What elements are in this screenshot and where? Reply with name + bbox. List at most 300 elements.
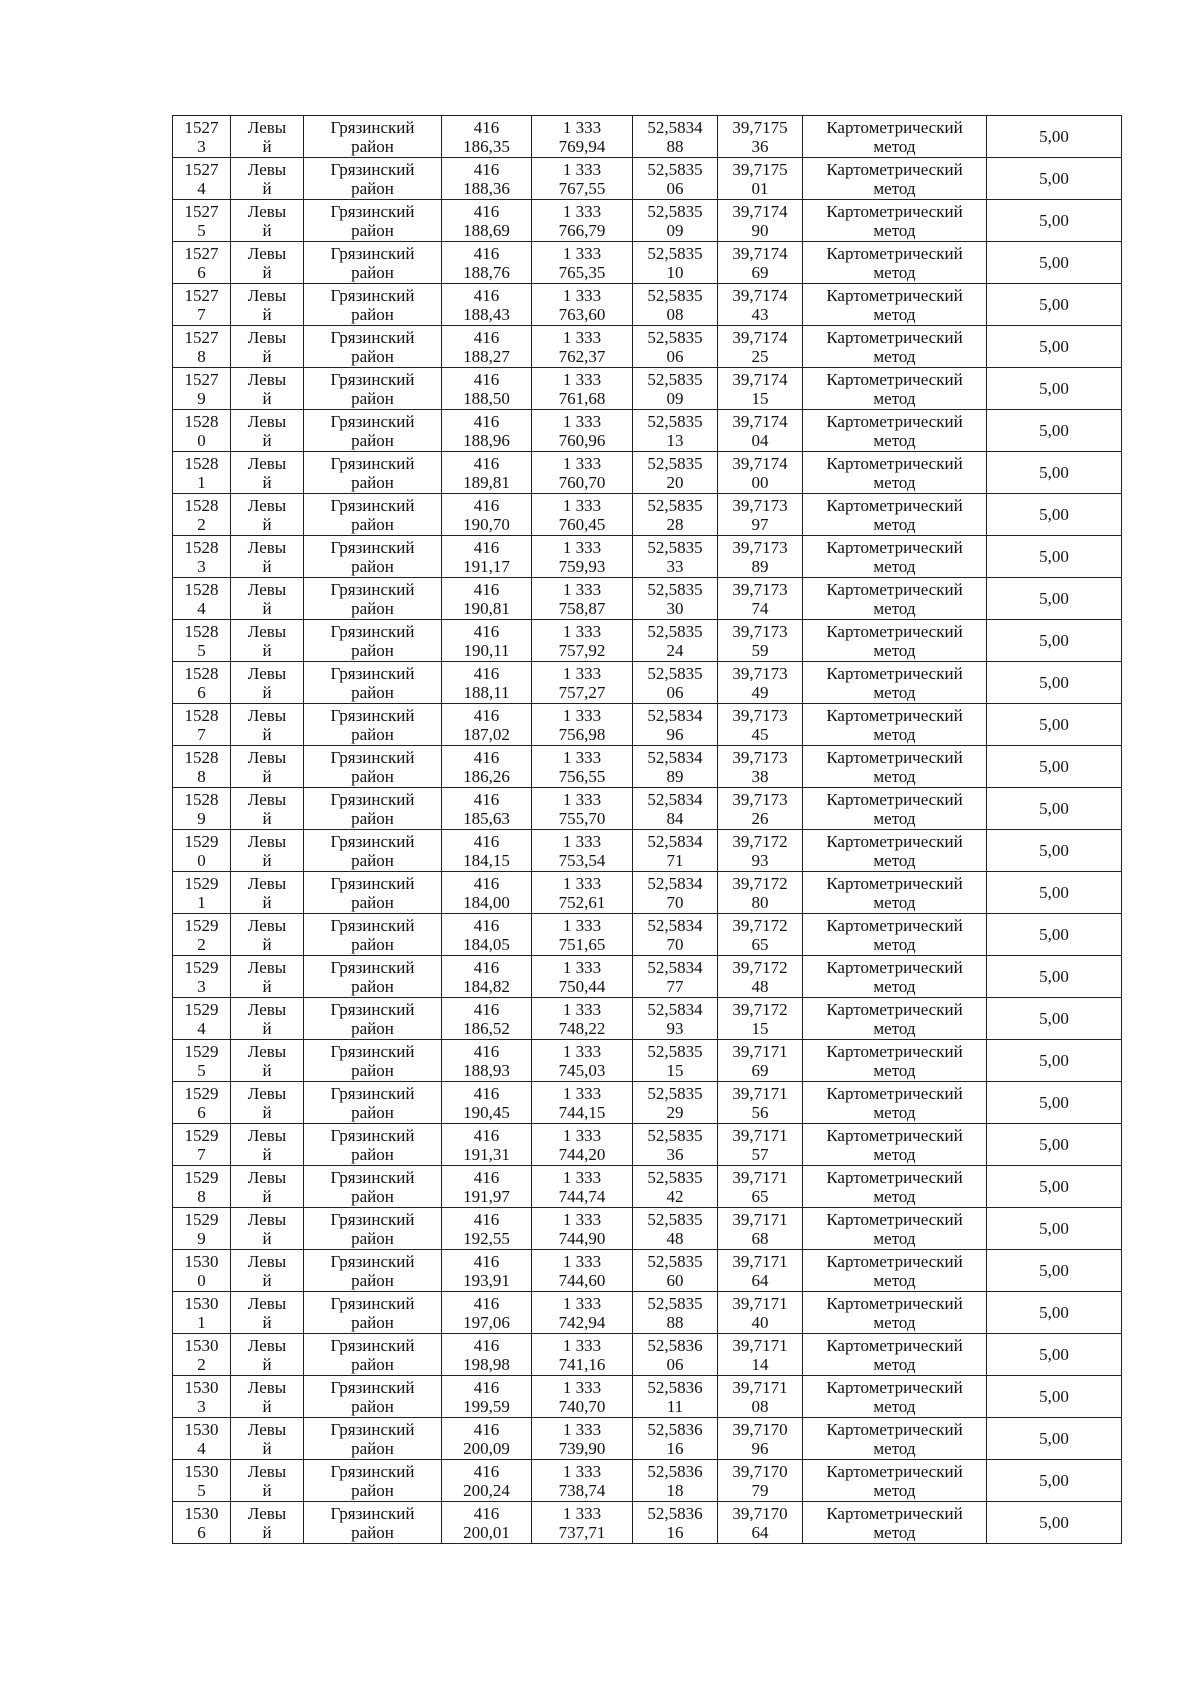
side-cell bbox=[231, 1334, 304, 1376]
side-cell bbox=[231, 242, 304, 284]
accuracy-cell-text: 5,00 bbox=[1039, 337, 1069, 356]
accuracy-cell-text: 5,00 bbox=[1039, 1135, 1069, 1154]
y-coordinate-cell-text: 1 333 755,70 bbox=[558, 789, 606, 828]
point-number-cell bbox=[173, 242, 231, 284]
y-coordinate-cell bbox=[532, 1376, 633, 1418]
latitude-cell bbox=[633, 872, 718, 914]
side-cell bbox=[231, 200, 304, 242]
x-coordinate-cell bbox=[442, 536, 532, 578]
district-cell-text: Грязинский район bbox=[330, 1335, 415, 1374]
y-coordinate-cell-text: 1 333 758,87 bbox=[558, 579, 606, 618]
latitude-cell bbox=[633, 704, 718, 746]
latitude-cell bbox=[633, 788, 718, 830]
side-cell bbox=[231, 1124, 304, 1166]
table-row bbox=[173, 1376, 1122, 1418]
district-cell-text: Грязинский район bbox=[330, 621, 415, 660]
longitude-cell-text: 39,7172 15 bbox=[732, 999, 788, 1038]
district-cell bbox=[304, 704, 442, 746]
table-row bbox=[173, 746, 1122, 788]
district-cell bbox=[304, 1334, 442, 1376]
method-cell bbox=[803, 998, 987, 1040]
accuracy-cell-text: 5,00 bbox=[1039, 1093, 1069, 1112]
accuracy-cell-text: 5,00 bbox=[1039, 883, 1069, 902]
x-coordinate-cell-text: 416 186,35 bbox=[463, 117, 510, 156]
district-cell bbox=[304, 410, 442, 452]
district-cell-text: Грязинский район bbox=[330, 1461, 415, 1500]
side-cell bbox=[231, 662, 304, 704]
side-cell-text: Левы й bbox=[247, 1209, 287, 1248]
method-cell bbox=[803, 1460, 987, 1502]
district-cell-text: Грязинский район bbox=[330, 1125, 415, 1164]
method-cell bbox=[803, 1502, 987, 1544]
latitude-cell-text: 52,5835 30 bbox=[647, 579, 703, 618]
method-cell bbox=[803, 1040, 987, 1082]
point-number-cell-text: 1527 7 bbox=[184, 285, 219, 324]
x-coordinate-cell bbox=[442, 830, 532, 872]
y-coordinate-cell-text: 1 333 767,55 bbox=[558, 159, 606, 198]
method-cell bbox=[803, 1082, 987, 1124]
accuracy-cell bbox=[987, 872, 1122, 914]
x-coordinate-cell-text: 416 198,98 bbox=[463, 1335, 510, 1374]
accuracy-cell bbox=[987, 536, 1122, 578]
longitude-cell-text: 39,7171 68 bbox=[732, 1209, 788, 1248]
longitude-cell-text: 39,7172 93 bbox=[732, 831, 788, 870]
latitude-cell-text: 52,5834 70 bbox=[647, 873, 703, 912]
y-coordinate-cell bbox=[532, 704, 633, 746]
point-number-cell bbox=[173, 1502, 231, 1544]
side-cell-text: Левы й bbox=[247, 327, 287, 366]
longitude-cell-text: 39,7175 01 bbox=[732, 159, 788, 198]
point-number-cell bbox=[173, 662, 231, 704]
table-row bbox=[173, 830, 1122, 872]
accuracy-cell bbox=[987, 326, 1122, 368]
y-coordinate-cell bbox=[532, 914, 633, 956]
method-cell bbox=[803, 1166, 987, 1208]
longitude-cell-text: 39,7172 48 bbox=[732, 957, 788, 996]
accuracy-cell bbox=[987, 242, 1122, 284]
method-cell-text: Картометрический метод bbox=[826, 747, 963, 786]
x-coordinate-cell-text: 416 188,93 bbox=[463, 1041, 510, 1080]
accuracy-cell bbox=[987, 788, 1122, 830]
district-cell-text: Грязинский район bbox=[330, 327, 415, 366]
latitude-cell-text: 52,5835 13 bbox=[647, 411, 703, 450]
latitude-cell-text: 52,5835 20 bbox=[647, 453, 703, 492]
latitude-cell bbox=[633, 1376, 718, 1418]
point-number-cell bbox=[173, 914, 231, 956]
x-coordinate-cell bbox=[442, 1208, 532, 1250]
latitude-cell-text: 52,5834 77 bbox=[647, 957, 703, 996]
longitude-cell-text: 39,7172 80 bbox=[732, 873, 788, 912]
latitude-cell-text: 52,5835 29 bbox=[647, 1083, 703, 1122]
point-number-cell-text: 1529 2 bbox=[184, 915, 219, 954]
table-row bbox=[173, 1418, 1122, 1460]
side-cell-text: Левы й bbox=[247, 1419, 287, 1458]
district-cell-text: Грязинский район bbox=[330, 117, 415, 156]
district-cell bbox=[304, 1460, 442, 1502]
side-cell bbox=[231, 1418, 304, 1460]
y-coordinate-cell-text: 1 333 762,37 bbox=[558, 327, 606, 366]
x-coordinate-cell-text: 416 193,91 bbox=[463, 1251, 510, 1290]
y-coordinate-cell bbox=[532, 746, 633, 788]
x-coordinate-cell bbox=[442, 284, 532, 326]
accuracy-cell-text: 5,00 bbox=[1039, 1303, 1069, 1322]
accuracy-cell-text: 5,00 bbox=[1039, 127, 1069, 146]
district-cell bbox=[304, 956, 442, 998]
x-coordinate-cell bbox=[442, 1418, 532, 1460]
latitude-cell-text: 52,5835 06 bbox=[647, 327, 703, 366]
table-row bbox=[173, 1334, 1122, 1376]
x-coordinate-cell-text: 416 184,15 bbox=[463, 831, 510, 870]
district-cell bbox=[304, 1418, 442, 1460]
x-coordinate-cell bbox=[442, 1460, 532, 1502]
side-cell bbox=[231, 998, 304, 1040]
latitude-cell bbox=[633, 158, 718, 200]
district-cell-text: Грязинский район bbox=[330, 915, 415, 954]
accuracy-cell-text: 5,00 bbox=[1039, 967, 1069, 986]
side-cell bbox=[231, 158, 304, 200]
side-cell bbox=[231, 788, 304, 830]
side-cell-text: Левы й bbox=[247, 1041, 287, 1080]
method-cell-text: Картометрический метод bbox=[826, 705, 963, 744]
y-coordinate-cell bbox=[532, 1418, 633, 1460]
district-cell-text: Грязинский район bbox=[330, 663, 415, 702]
district-cell bbox=[304, 1292, 442, 1334]
method-cell bbox=[803, 872, 987, 914]
accuracy-cell bbox=[987, 914, 1122, 956]
latitude-cell bbox=[633, 1418, 718, 1460]
district-cell-text: Грязинский район bbox=[330, 747, 415, 786]
method-cell-text: Картометрический метод bbox=[826, 327, 963, 366]
latitude-cell-text: 52,5835 09 bbox=[647, 369, 703, 408]
district-cell-text: Грязинский район bbox=[330, 999, 415, 1038]
x-coordinate-cell bbox=[442, 200, 532, 242]
accuracy-cell-text: 5,00 bbox=[1039, 211, 1069, 230]
point-number-cell bbox=[173, 1166, 231, 1208]
table-row bbox=[173, 494, 1122, 536]
point-number-cell-text: 1528 6 bbox=[184, 663, 219, 702]
x-coordinate-cell bbox=[442, 620, 532, 662]
latitude-cell-text: 52,5834 84 bbox=[647, 789, 703, 828]
longitude-cell bbox=[718, 704, 803, 746]
method-cell-text: Картометрический метод bbox=[826, 957, 963, 996]
latitude-cell-text: 52,5834 88 bbox=[647, 117, 703, 156]
side-cell bbox=[231, 536, 304, 578]
method-cell bbox=[803, 1334, 987, 1376]
longitude-cell-text: 39,7171 65 bbox=[732, 1167, 788, 1206]
longitude-cell bbox=[718, 662, 803, 704]
side-cell bbox=[231, 830, 304, 872]
point-number-cell bbox=[173, 1250, 231, 1292]
point-number-cell bbox=[173, 326, 231, 368]
latitude-cell-text: 52,5835 24 bbox=[647, 621, 703, 660]
point-number-cell bbox=[173, 746, 231, 788]
method-cell bbox=[803, 326, 987, 368]
method-cell-text: Картометрический метод bbox=[826, 621, 963, 660]
point-number-cell bbox=[173, 368, 231, 410]
longitude-cell bbox=[718, 1208, 803, 1250]
y-coordinate-cell-text: 1 333 744,20 bbox=[558, 1125, 606, 1164]
latitude-cell bbox=[633, 956, 718, 998]
point-number-cell bbox=[173, 536, 231, 578]
side-cell bbox=[231, 746, 304, 788]
x-coordinate-cell-text: 416 199,59 bbox=[463, 1377, 510, 1416]
coordinates-table bbox=[172, 115, 1122, 1544]
accuracy-cell-text: 5,00 bbox=[1039, 1261, 1069, 1280]
district-cell bbox=[304, 1250, 442, 1292]
y-coordinate-cell-text: 1 333 739,90 bbox=[558, 1419, 606, 1458]
longitude-cell-text: 39,7174 25 bbox=[732, 327, 788, 366]
point-number-cell-text: 1529 0 bbox=[184, 831, 219, 870]
district-cell-text: Грязинский район bbox=[330, 285, 415, 324]
district-cell bbox=[304, 536, 442, 578]
point-number-cell-text: 1530 2 bbox=[184, 1335, 219, 1374]
side-cell bbox=[231, 284, 304, 326]
district-cell bbox=[304, 326, 442, 368]
point-number-cell-text: 1528 1 bbox=[184, 453, 219, 492]
point-number-cell bbox=[173, 1376, 231, 1418]
y-coordinate-cell bbox=[532, 998, 633, 1040]
method-cell bbox=[803, 1376, 987, 1418]
accuracy-cell bbox=[987, 1040, 1122, 1082]
side-cell bbox=[231, 1166, 304, 1208]
point-number-cell-text: 1527 8 bbox=[184, 327, 219, 366]
accuracy-cell-text: 5,00 bbox=[1039, 547, 1069, 566]
accuracy-cell bbox=[987, 578, 1122, 620]
accuracy-cell bbox=[987, 1292, 1122, 1334]
longitude-cell-text: 39,7170 64 bbox=[732, 1503, 788, 1542]
accuracy-cell-text: 5,00 bbox=[1039, 169, 1069, 188]
district-cell-text: Грязинский район bbox=[330, 1419, 415, 1458]
longitude-cell-text: 39,7170 79 bbox=[732, 1461, 788, 1500]
x-coordinate-cell bbox=[442, 746, 532, 788]
y-coordinate-cell-text: 1 333 751,65 bbox=[558, 915, 606, 954]
district-cell bbox=[304, 1040, 442, 1082]
x-coordinate-cell-text: 416 188,96 bbox=[463, 411, 510, 450]
method-cell-text: Картометрический метод bbox=[826, 1377, 963, 1416]
district-cell-text: Грязинский район bbox=[330, 537, 415, 576]
point-number-cell-text: 1528 9 bbox=[184, 789, 219, 828]
longitude-cell bbox=[718, 284, 803, 326]
point-number-cell bbox=[173, 1040, 231, 1082]
latitude-cell-text: 52,5835 06 bbox=[647, 159, 703, 198]
x-coordinate-cell-text: 416 191,17 bbox=[463, 537, 510, 576]
table-row bbox=[173, 1292, 1122, 1334]
x-coordinate-cell-text: 416 190,70 bbox=[463, 495, 510, 534]
x-coordinate-cell-text: 416 186,52 bbox=[463, 999, 510, 1038]
point-number-cell bbox=[173, 1208, 231, 1250]
side-cell-text: Левы й bbox=[247, 663, 287, 702]
table-row bbox=[173, 410, 1122, 452]
accuracy-cell bbox=[987, 284, 1122, 326]
method-cell-text: Картометрический метод bbox=[826, 579, 963, 618]
point-number-cell-text: 1530 3 bbox=[184, 1377, 219, 1416]
y-coordinate-cell bbox=[532, 326, 633, 368]
x-coordinate-cell bbox=[442, 452, 532, 494]
method-cell-text: Картометрический метод bbox=[826, 663, 963, 702]
longitude-cell bbox=[718, 746, 803, 788]
side-cell-text: Левы й bbox=[247, 285, 287, 324]
latitude-cell bbox=[633, 1334, 718, 1376]
longitude-cell-text: 39,7175 36 bbox=[732, 117, 788, 156]
district-cell bbox=[304, 788, 442, 830]
latitude-cell-text: 52,5835 15 bbox=[647, 1041, 703, 1080]
longitude-cell bbox=[718, 788, 803, 830]
latitude-cell bbox=[633, 410, 718, 452]
point-number-cell-text: 1527 4 bbox=[184, 159, 219, 198]
method-cell-text: Картометрический метод bbox=[826, 1293, 963, 1332]
longitude-cell-text: 39,7171 56 bbox=[732, 1083, 788, 1122]
longitude-cell-text: 39,7173 49 bbox=[732, 663, 788, 702]
y-coordinate-cell bbox=[532, 1250, 633, 1292]
table-row bbox=[173, 788, 1122, 830]
accuracy-cell bbox=[987, 1166, 1122, 1208]
point-number-cell-text: 1529 5 bbox=[184, 1041, 219, 1080]
latitude-cell bbox=[633, 242, 718, 284]
point-number-cell bbox=[173, 1460, 231, 1502]
longitude-cell bbox=[718, 1460, 803, 1502]
latitude-cell bbox=[633, 326, 718, 368]
method-cell bbox=[803, 494, 987, 536]
method-cell-text: Картометрический метод bbox=[826, 537, 963, 576]
longitude-cell bbox=[718, 1292, 803, 1334]
longitude-cell bbox=[718, 452, 803, 494]
district-cell bbox=[304, 1124, 442, 1166]
method-cell-text: Картометрический метод bbox=[826, 201, 963, 240]
y-coordinate-cell bbox=[532, 536, 633, 578]
x-coordinate-cell-text: 416 187,02 bbox=[463, 705, 510, 744]
y-coordinate-cell bbox=[532, 1292, 633, 1334]
x-coordinate-cell-text: 416 184,05 bbox=[463, 915, 510, 954]
point-number-cell-text: 1530 0 bbox=[184, 1251, 219, 1290]
table-row bbox=[173, 956, 1122, 998]
accuracy-cell-text: 5,00 bbox=[1039, 1009, 1069, 1028]
side-cell bbox=[231, 116, 304, 158]
x-coordinate-cell bbox=[442, 1376, 532, 1418]
x-coordinate-cell-text: 416 188,27 bbox=[463, 327, 510, 366]
accuracy-cell-text: 5,00 bbox=[1039, 589, 1069, 608]
x-coordinate-cell-text: 416 192,55 bbox=[463, 1209, 510, 1248]
latitude-cell-text: 52,5835 33 bbox=[647, 537, 703, 576]
x-coordinate-cell-text: 416 200,09 bbox=[463, 1419, 510, 1458]
latitude-cell-text: 52,5835 08 bbox=[647, 285, 703, 324]
district-cell-text: Грязинский район bbox=[330, 1251, 415, 1290]
side-cell-text: Левы й bbox=[247, 1461, 287, 1500]
x-coordinate-cell bbox=[442, 914, 532, 956]
y-coordinate-cell bbox=[532, 1208, 633, 1250]
longitude-cell-text: 39,7171 14 bbox=[732, 1335, 788, 1374]
y-coordinate-cell bbox=[532, 116, 633, 158]
point-number-cell-text: 1529 8 bbox=[184, 1167, 219, 1206]
y-coordinate-cell bbox=[532, 242, 633, 284]
method-cell-text: Картометрический метод bbox=[826, 1461, 963, 1500]
district-cell-text: Грязинский район bbox=[330, 495, 415, 534]
table-row bbox=[173, 998, 1122, 1040]
latitude-cell-text: 52,5834 71 bbox=[647, 831, 703, 870]
longitude-cell bbox=[718, 872, 803, 914]
method-cell bbox=[803, 914, 987, 956]
accuracy-cell bbox=[987, 494, 1122, 536]
y-coordinate-cell bbox=[532, 1502, 633, 1544]
table-row bbox=[173, 704, 1122, 746]
x-coordinate-cell-text: 416 189,81 bbox=[463, 453, 510, 492]
y-coordinate-cell-text: 1 333 766,79 bbox=[558, 201, 606, 240]
district-cell bbox=[304, 830, 442, 872]
accuracy-cell bbox=[987, 200, 1122, 242]
side-cell-text: Левы й bbox=[247, 117, 287, 156]
accuracy-cell bbox=[987, 830, 1122, 872]
method-cell-text: Картометрический метод bbox=[826, 1125, 963, 1164]
table-body bbox=[173, 116, 1122, 1544]
accuracy-cell-text: 5,00 bbox=[1039, 925, 1069, 944]
longitude-cell bbox=[718, 1082, 803, 1124]
method-cell-text: Картометрический метод bbox=[826, 831, 963, 870]
table-row bbox=[173, 158, 1122, 200]
y-coordinate-cell bbox=[532, 284, 633, 326]
accuracy-cell-text: 5,00 bbox=[1039, 421, 1069, 440]
y-coordinate-cell bbox=[532, 1082, 633, 1124]
latitude-cell-text: 52,5835 06 bbox=[647, 663, 703, 702]
accuracy-cell-text: 5,00 bbox=[1039, 715, 1069, 734]
x-coordinate-cell-text: 416 190,81 bbox=[463, 579, 510, 618]
side-cell bbox=[231, 326, 304, 368]
y-coordinate-cell-text: 1 333 750,44 bbox=[558, 957, 606, 996]
side-cell-text: Левы й bbox=[247, 159, 287, 198]
x-coordinate-cell bbox=[442, 956, 532, 998]
point-number-cell bbox=[173, 1082, 231, 1124]
accuracy-cell-text: 5,00 bbox=[1039, 757, 1069, 776]
side-cell-text: Левы й bbox=[247, 915, 287, 954]
y-coordinate-cell-text: 1 333 760,96 bbox=[558, 411, 606, 450]
accuracy-cell bbox=[987, 1418, 1122, 1460]
longitude-cell-text: 39,7173 97 bbox=[732, 495, 788, 534]
longitude-cell-text: 39,7171 08 bbox=[732, 1377, 788, 1416]
accuracy-cell-text: 5,00 bbox=[1039, 295, 1069, 314]
accuracy-cell bbox=[987, 620, 1122, 662]
y-coordinate-cell bbox=[532, 662, 633, 704]
accuracy-cell bbox=[987, 1334, 1122, 1376]
method-cell bbox=[803, 536, 987, 578]
table-row bbox=[173, 662, 1122, 704]
district-cell-text: Грязинский район bbox=[330, 1209, 415, 1248]
point-number-cell bbox=[173, 1124, 231, 1166]
y-coordinate-cell bbox=[532, 788, 633, 830]
table-row bbox=[173, 1124, 1122, 1166]
district-cell bbox=[304, 116, 442, 158]
longitude-cell-text: 39,7171 69 bbox=[732, 1041, 788, 1080]
x-coordinate-cell bbox=[442, 1166, 532, 1208]
point-number-cell-text: 1529 1 bbox=[184, 873, 219, 912]
side-cell-text: Левы й bbox=[247, 201, 287, 240]
y-coordinate-cell-text: 1 333 760,70 bbox=[558, 453, 606, 492]
method-cell-text: Картометрический метод bbox=[826, 915, 963, 954]
table-row bbox=[173, 914, 1122, 956]
x-coordinate-cell-text: 416 200,01 bbox=[463, 1503, 510, 1542]
table-row bbox=[173, 872, 1122, 914]
latitude-cell bbox=[633, 116, 718, 158]
y-coordinate-cell bbox=[532, 368, 633, 410]
y-coordinate-cell-text: 1 333 738,74 bbox=[558, 1461, 606, 1500]
side-cell bbox=[231, 452, 304, 494]
longitude-cell bbox=[718, 242, 803, 284]
x-coordinate-cell bbox=[442, 410, 532, 452]
x-coordinate-cell bbox=[442, 1124, 532, 1166]
y-coordinate-cell-text: 1 333 745,03 bbox=[558, 1041, 606, 1080]
side-cell-text: Левы й bbox=[247, 873, 287, 912]
point-number-cell-text: 1529 7 bbox=[184, 1125, 219, 1164]
x-coordinate-cell bbox=[442, 494, 532, 536]
longitude-cell bbox=[718, 536, 803, 578]
district-cell bbox=[304, 746, 442, 788]
